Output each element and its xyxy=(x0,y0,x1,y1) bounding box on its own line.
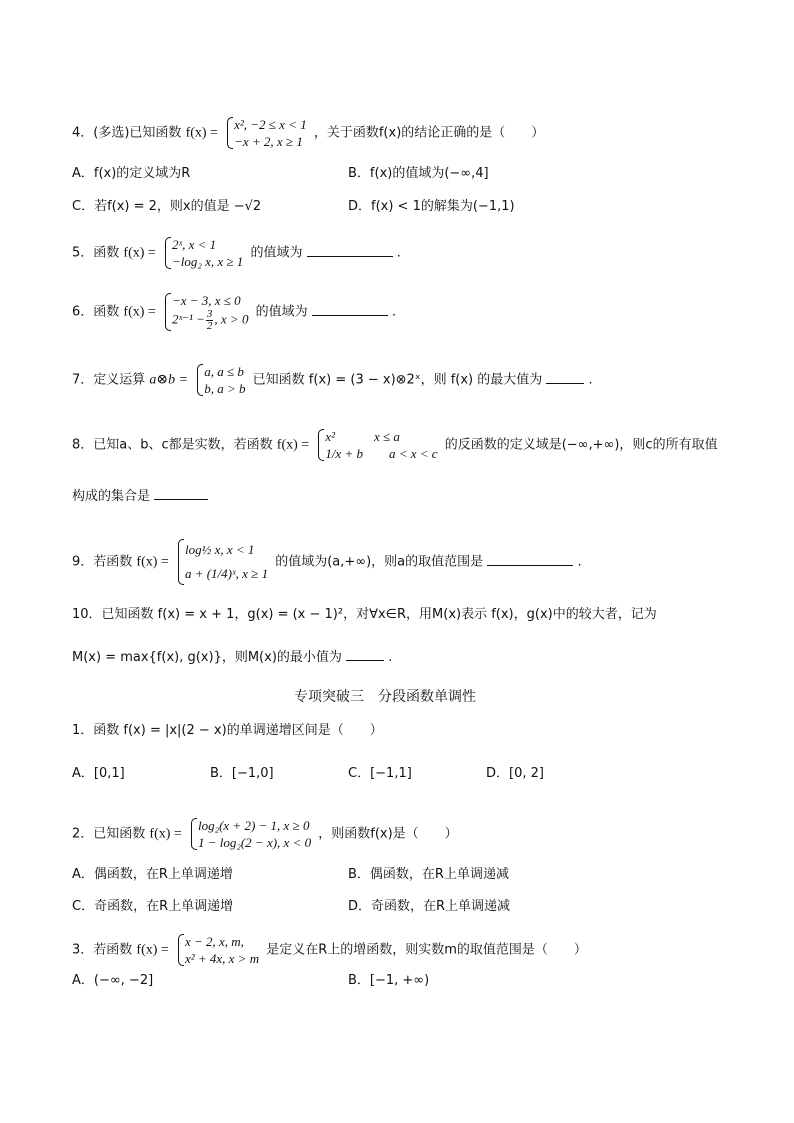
q5-case1: 2ˣ, x < 1 xyxy=(171,237,217,252)
q5-case2: −log₂ x, x ≥ 1 xyxy=(171,254,244,269)
q4-case2: −x + 2, x ≥ 1 xyxy=(234,134,303,149)
s3-option-a: A．(−∞, −2] xyxy=(72,973,154,988)
q10-line2-text: M(x) = max{f(x), g(x)}，则M(x)的最小值为 xyxy=(72,650,342,665)
q6-fx: f(x) = xyxy=(123,304,156,320)
q7-answer-blank[interactable] xyxy=(546,371,584,384)
s1-option-c: C．[−1,1] xyxy=(348,766,412,781)
section-title: 专项突破三 分段函数单调性 xyxy=(294,689,476,705)
q8-answer-blank[interactable] xyxy=(154,487,208,500)
q5-piecewise xyxy=(163,236,243,270)
q9-end: . xyxy=(577,554,582,570)
q8-line2-text: 构成的集合是 xyxy=(72,489,151,504)
q8-lead: 8．已知a、b、c都是实数，若函数 xyxy=(72,437,273,453)
s2-option-d: D．奇函数，在R上单调递减 xyxy=(348,899,511,914)
q6-case1: −x − 3, x ≤ 0 xyxy=(171,293,241,308)
q8-tail: 的反函数的定义域是(−∞,+∞)，则c的所有取值 xyxy=(444,437,718,453)
q9-stem xyxy=(72,538,582,586)
q9-tail: 的值域为(a,+∞)，则a的取值范围是 xyxy=(275,554,484,570)
q4-option-a: A．f(x)的定义域为R xyxy=(72,166,191,181)
s2-lead: 2．已知函数 xyxy=(72,826,146,842)
q4-option-b: B．f(x)的值域为(−∞,4] xyxy=(348,166,489,181)
s3-fx: f(x) = xyxy=(136,942,169,958)
q4-option-c: C．若f(x) = 2，则x的值是 −√2 xyxy=(72,199,262,214)
q8-case2: 1/x + b a < x < c xyxy=(325,446,438,461)
q6-stem xyxy=(72,292,396,332)
s1-option-b: B．[−1,0] xyxy=(210,766,274,781)
s2-tail: ，则函数f(x)是（ ） xyxy=(318,826,458,842)
s3-stem xyxy=(72,933,587,967)
q4-piecewise xyxy=(225,116,307,150)
q9-piecewise xyxy=(176,538,268,586)
q8-fx: f(x) = xyxy=(276,437,310,453)
s3-option-b: B．[−1, +∞) xyxy=(348,973,430,988)
q6-answer-blank[interactable] xyxy=(312,303,388,316)
s2-stem xyxy=(72,817,458,851)
q4-tail: ，关于函数f(x)的结论正确的是（ ） xyxy=(313,125,545,141)
q9-lead: 9．若函数 xyxy=(72,554,133,570)
q6-fraction xyxy=(206,309,214,332)
s2-fx: f(x) = xyxy=(149,826,182,842)
q9-answer-blank[interactable] xyxy=(487,553,573,566)
q8-stem xyxy=(72,428,718,462)
q6-tail: 的值域为 xyxy=(255,304,308,320)
q6-case2-part2: , x > 0 xyxy=(214,311,249,327)
q7-stem xyxy=(72,363,593,397)
q6-end: . xyxy=(391,304,397,320)
s3-case2: x² + 4x, x > m xyxy=(184,951,260,966)
q4-fx: f(x) = xyxy=(185,125,218,141)
q6-lead: 6．函数 xyxy=(72,304,120,320)
s2-option-c: C．奇函数，在R上单调递增 xyxy=(72,899,234,914)
q5-stem xyxy=(72,236,401,270)
q6-frac-den: 2 xyxy=(206,320,213,332)
q7-lead: 7．定义运算 xyxy=(72,372,146,388)
s1-option-d: D．[0, 2] xyxy=(486,766,544,781)
q5-lead: 5．函数 xyxy=(72,245,120,261)
q6-frac-num: 3 xyxy=(206,308,213,320)
s3-tail: 是定义在R上的增函数，则实数m的取值范围是（ ） xyxy=(266,942,587,958)
q10-end: . xyxy=(388,650,393,665)
q8-line2 xyxy=(72,487,208,506)
q8-piecewise xyxy=(316,428,437,462)
s2-option-a: A．偶函数，在R上单调递增 xyxy=(72,867,233,882)
q10-line2 xyxy=(72,648,392,667)
q8-case1: x² x ≤ a xyxy=(325,429,400,444)
q9-case2: a + (1/4)ˣ, x ≥ 1 xyxy=(184,566,269,581)
q4-lead: 4．(多选)已知函数 xyxy=(72,125,182,141)
q7-end: . xyxy=(588,372,593,388)
s1-stem: 1．函数 f(x) = |x|(2 − x)的单调递增区间是（ ） xyxy=(72,723,383,738)
q7-op: a⊗b = xyxy=(149,372,189,388)
q10-line1: 10．已知函数 f(x) = x + 1，g(x) = (x − 1)²，对∀x∈R，用M(x)表示 f(x)，g(x)中的较大者，记为 xyxy=(72,607,657,622)
q7-case1: a, a ≤ b xyxy=(204,364,244,379)
q6-piecewise xyxy=(163,292,249,332)
q10-answer-blank[interactable] xyxy=(346,648,384,661)
s3-case1: x − 2, x, m, xyxy=(184,934,244,949)
q4-stem xyxy=(72,116,544,150)
s2-piecewise xyxy=(189,817,311,851)
q5-answer-blank[interactable] xyxy=(307,244,393,257)
q4-option-d: D．f(x) < 1的解集为(−1,1) xyxy=(348,199,515,214)
s2-case2: 1 − log₂(2 − x), x < 0 xyxy=(197,835,312,850)
s2-case1: log₂(x + 2) − 1, x ≥ 0 xyxy=(197,818,310,833)
q6-case2-part1: 2ˣ⁻¹ − xyxy=(171,311,205,327)
q4-case1: x², −2 ≤ x < 1 xyxy=(234,117,307,132)
q9-case1: log½ x, x < 1 xyxy=(184,542,255,557)
s3-lead: 3．若函数 xyxy=(72,942,133,958)
q7-case2: b, a > b xyxy=(204,381,246,396)
s1-option-a: A．[0,1] xyxy=(72,766,125,781)
s3-piecewise xyxy=(176,933,259,967)
q6-case2 xyxy=(172,309,249,332)
q5-tail: 的值域为 xyxy=(250,245,303,261)
q7-piecewise xyxy=(195,363,245,397)
q5-fx: f(x) = xyxy=(123,245,156,261)
s2-option-b: B．偶函数，在R上单调递减 xyxy=(348,867,509,882)
q5-end: . xyxy=(396,245,401,261)
q9-fx: f(x) = xyxy=(136,554,169,570)
q7-tail: 已知函数 f(x) = (3 − x)⊗2ˣ，则 f(x) 的最大值为 xyxy=(252,372,543,388)
